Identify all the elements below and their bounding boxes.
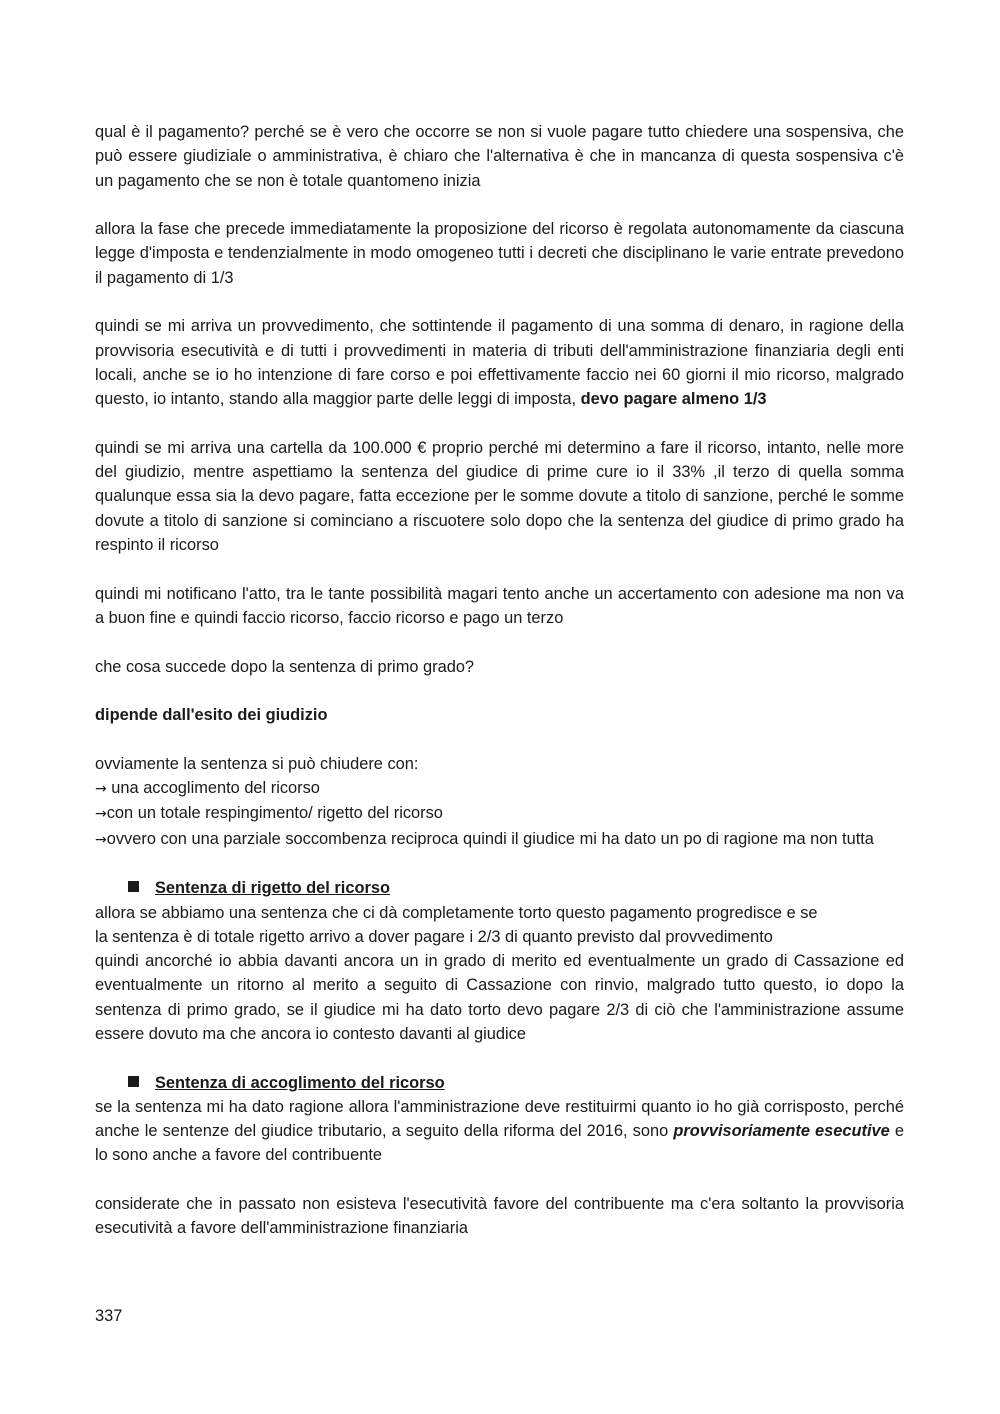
paragraph-acceptance [95,1095,904,1168]
bold-text: dipende dall'esito dei giudizio [95,706,328,725]
list-item-text: ovvero con una parziale soccombenza reciproca quindi il giudice mi ha dato un po di ragione ma non tutta [106,829,874,848]
page-number: 337 [95,1307,123,1325]
paragraph-past-enforceability: considerate che in passato non esisteva l'esecutività favore del contribuente ma c'era soltanto la provvisoria esecutività a favore dell'amministrazione finanziaria [95,1195,904,1238]
list-intro: ovviamente la sentenza si può chiudere con: [95,754,419,773]
section-heading-rejection [95,876,904,900]
paragraph-tax-bill-example: quindi se mi arriva una cartella da 100.000 € proprio perché mi determino a fare il ricorso, intanto, nelle more del giudizio, mentre aspettiamo la sentenza del giudice di prime cure io il 33% ,il terzo di quella somma qualunque essa sia la devo pagare, fatta eccezione per le somme dovute a titolo di sanzione, perché le somme dovute a titolo di sanzione si cominciano a riscuotere solo dopo che la sentenza del giudice di primo grado ha respinto il ricorso [95,438,904,555]
paragraph-depends-on-outcome [95,703,904,727]
paragraph-outcomes-list [95,752,904,852]
paragraph-payment-question: qual è il pagamento? perché se è vero che occorre se non si vuole pagare tutto chiedere una sospensiva, che può essere giudiziale o amministrativa, è chiaro che l'alternativa è che in mancanza di questa sospensiva c'è un pagamento che se non è totale quantomeno inizia [95,123,904,190]
arrow-right-icon: → [95,831,107,848]
heading-text: Sentenza di accoglimento del ricorso [155,1073,445,1092]
square-bullet-icon [128,1076,139,1087]
bold-text: devo pagare almeno 1/3 [580,390,767,409]
heading-text: Sentenza di rigetto del ricorso [155,879,390,898]
arrow-right-icon: → [95,781,107,798]
list-item [95,776,904,801]
list-item [95,801,904,826]
paragraph-question-first-instance: che cosa succede dopo la sentenza di primo grado? [95,657,475,676]
paragraph-rejection [95,901,904,1047]
paragraph-provisional-enforceability [95,314,904,411]
list-item-text: con un totale respingimento/ rigetto del ricorso [106,804,443,823]
text-run: e lo sono anche a favore del contribuente [95,1122,904,1165]
square-bullet-icon [128,881,139,892]
document-body [95,120,904,1241]
text-run: se la sentenza mi ha dato ragione allora l'amministrazione deve restituirmi quanto io ho già corrisposto, perché anche le sentenze del giudice tributario, a seguito della riforma del 2016, sono [95,1097,904,1141]
paragraph-notification: quindi mi notificano l'atto, tra le tante possibilità magari tento anche un accertamento con adesione ma non va a buon fine e quindi faccio ricorso, faccio ricorso e pago un terzo [95,584,904,627]
text-run: quindi ancorché io abbia davanti ancora un in grado di merito ed eventualmente un grado di Cassazione ed eventualmente un ritorno al merito a seguito di Cassazione con rinvio, malgrado tutto questo, io dopo la sentenza di primo grado, se il giudice mi ha dato torto devo pagare 2/3 di ciò che l'amministrazione assume essere dovuto ma che ancora io contesto davanti al giudice [95,952,904,1043]
text-line: allora se abbiamo una sentenza che ci dà completamente torto questo pagamento progredisce e se [95,903,818,922]
list-item-text: una accoglimento del ricorso [106,779,320,798]
text-line: la sentenza è di totale rigetto arrivo a dover pagare i 2/3 di quanto previsto dal provvedimento [95,927,773,946]
text-run: quindi se mi arriva un provvedimento, che sottintende il pagamento di una somma di denaro, in ragione della provvisoria esecutività e di tutti i provvedimenti in materia di tributi dell'amministrazione finanziaria degli enti locali, anche se io ho intenzione di fare corso e poi effettivamente faccio nei 60 giorni il mio ricorso, malgrado questo, io intanto, stando alla maggior parte delle leggi di imposta, [95,317,904,409]
paragraph-pre-appeal-phase: allora la fase che precede immediatamente la proposizione del ricorso è regolata autonomamente da ciascuna legge d'imposta e tendenzialmente in modo omogeneo tutti i decreti che disciplinano le varie entrate prevedono il pagamento di 1/3 [95,220,904,287]
bold-italic-text: provvisoriamente esecutive [673,1122,890,1141]
section-heading-acceptance [95,1071,904,1095]
list-item [95,827,904,852]
arrow-right-icon: → [95,806,107,823]
